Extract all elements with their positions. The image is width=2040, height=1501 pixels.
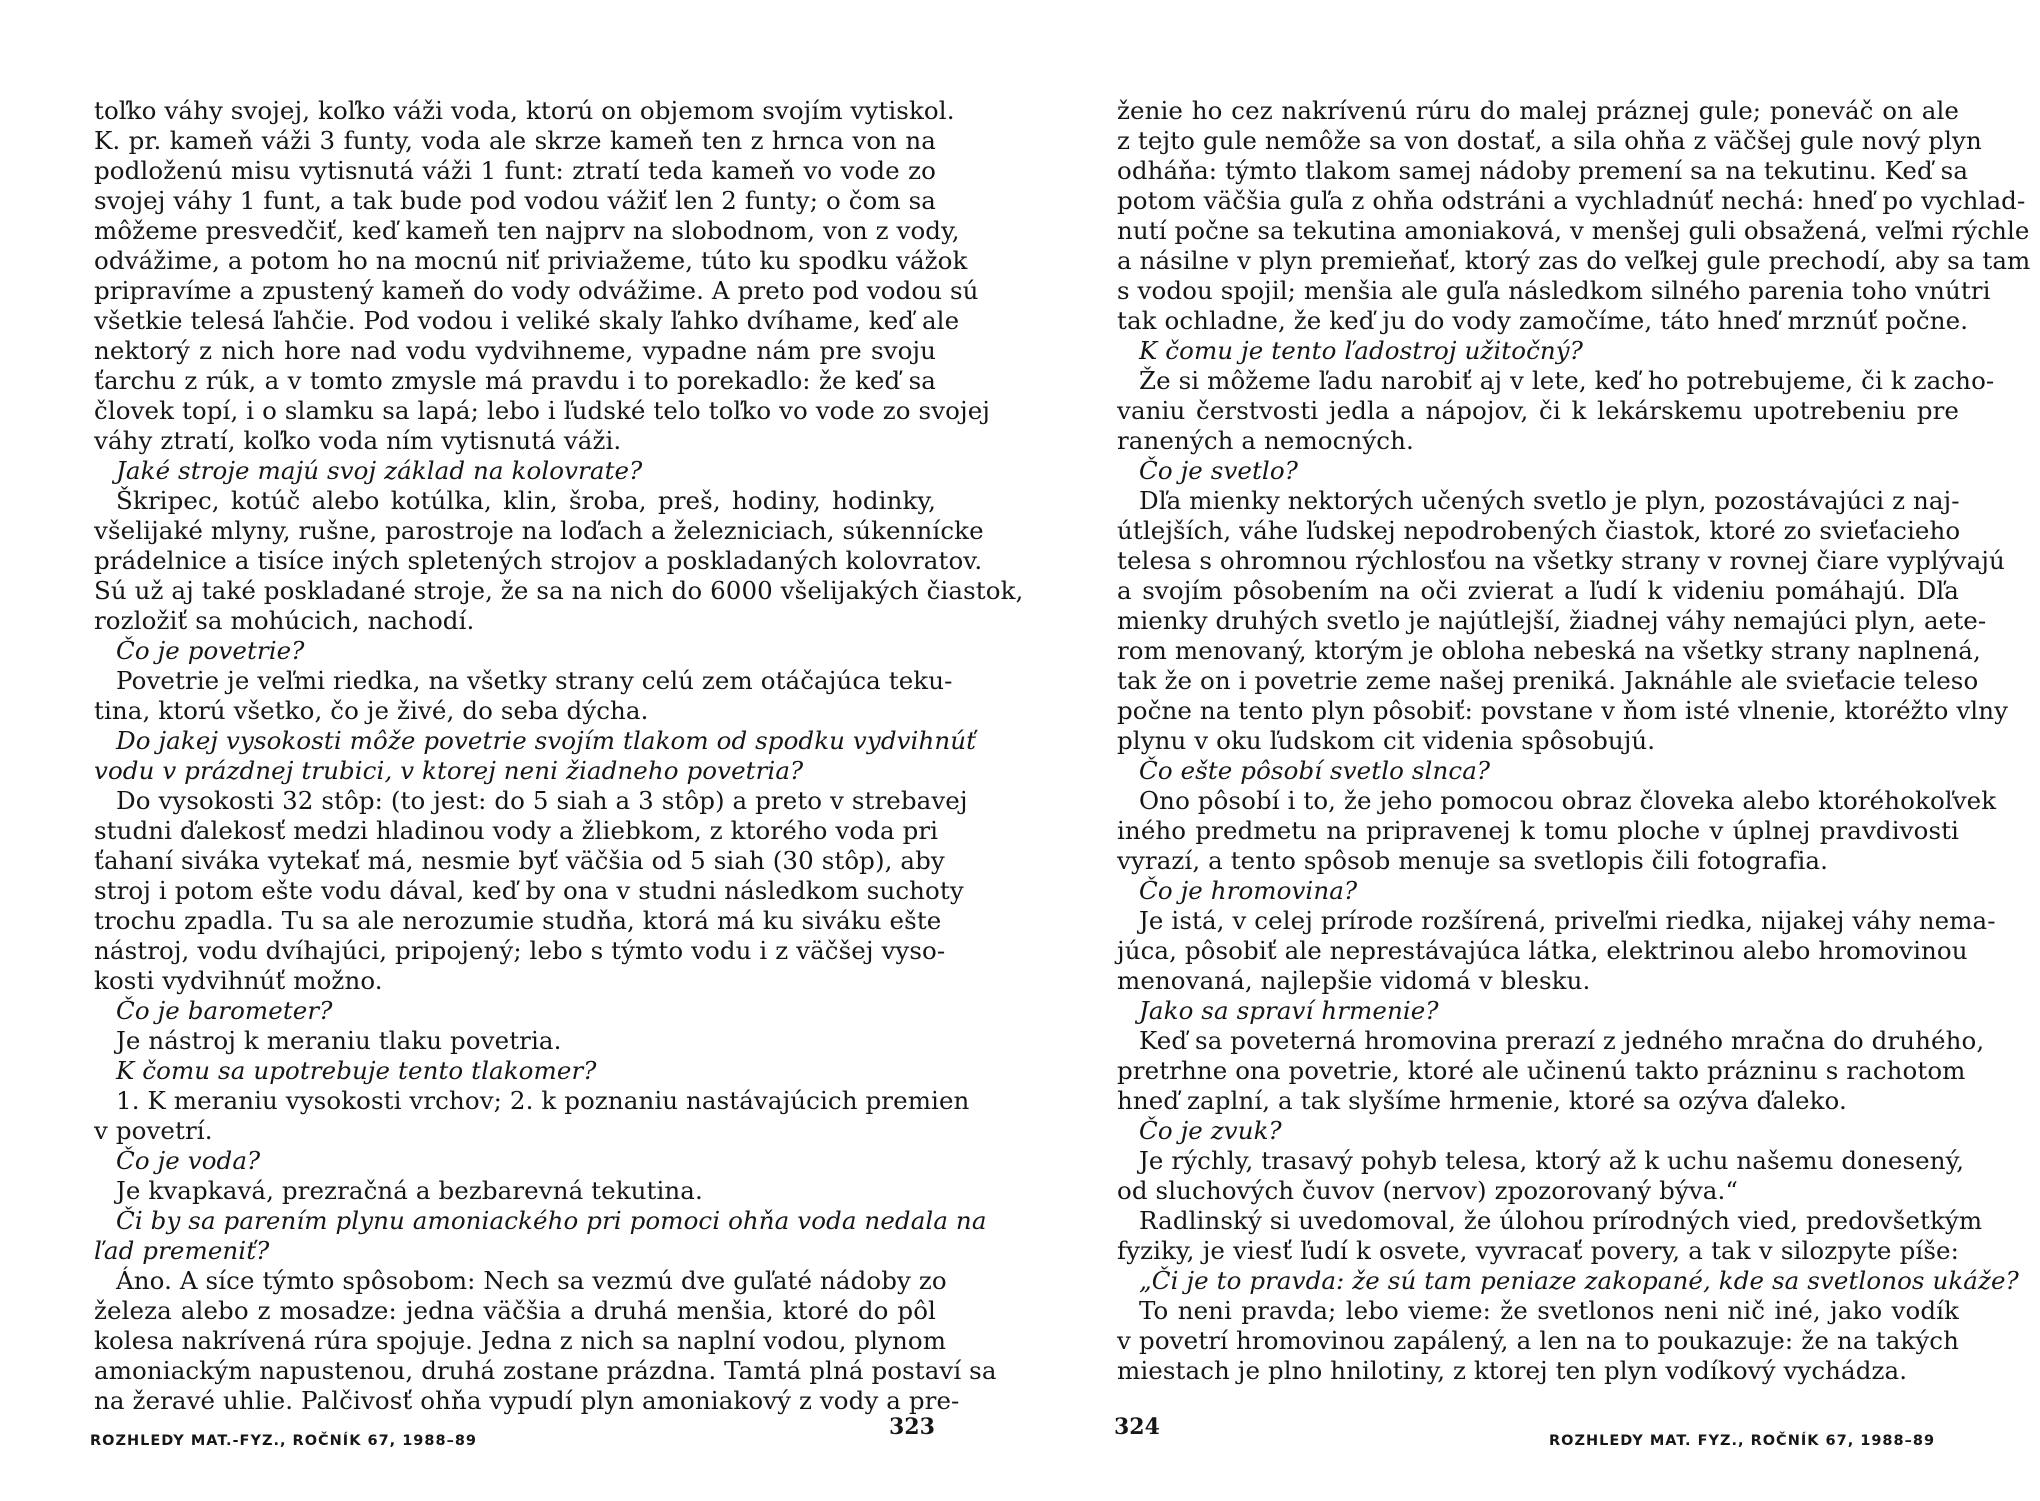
text-line: amoniackým napustenou, druhá zostane prázdna. Tamtá plná postaví sa bbox=[94, 1356, 997, 1385]
left-page-text bbox=[94, 96, 1024, 1416]
question-line: Čo je voda? bbox=[116, 1146, 261, 1175]
question-line: Či by sa parením plynu amoniackého pri pomoci ohňa voda nedala na bbox=[116, 1206, 987, 1235]
text-line: Škripec, kotúč alebo kotúlka, klin, šroba, preš, hodiny, hodinky, bbox=[116, 486, 936, 515]
text-line: môžeme presvedčiť, keď kameň ten najprv na slobodnom, von z vody, bbox=[94, 216, 960, 245]
text-line: kolesa nakrívená rúra spojuje. Jedna z nich sa naplní vodou, plynom bbox=[94, 1326, 947, 1355]
question-line: Čo je barometer? bbox=[116, 996, 333, 1025]
text-line: ženie ho cez nakrívenú rúru do malej práznej gule; poneváč on ale bbox=[1117, 96, 1959, 125]
text-line: a násilne v plyn premieňať, ktorý zas do veľkej gule prechodí, aby sa tam bbox=[1117, 246, 2031, 275]
text-line: trochu zpadla. Tu sa ale nerozumie studňa, ktorá má ku siváku ešte bbox=[94, 906, 942, 935]
text-line: Dľa mienky nektorých učených svetlo je plyn, pozostávajúci z naj- bbox=[1139, 486, 1960, 515]
text-line: z tejto gule nemôže sa von dostať, a sila ohňa z väčšej gule nový plyn bbox=[1117, 126, 1982, 155]
text-line: miestach je plno hnilotiny, z ktorej ten plyn vodíkový vychádza. bbox=[1117, 1356, 1908, 1385]
text-line: Do vysokosti 32 stôp: (to jest: do 5 siah a 3 stôp) a preto v strebavej bbox=[116, 786, 968, 815]
text-line: pretrhne ona povetrie, ktoré ale učinenú takto prázninu s rachotom bbox=[1117, 1056, 1966, 1085]
text-line: júca, pôsobiť ale neprestávajúca látka, elektrinou alebo hromovinou bbox=[1117, 936, 1968, 965]
text-line: menovaná, najlepšie vidomá v blesku. bbox=[1117, 966, 1591, 995]
text-line: tina, ktorú všetko, čo je živé, do seba dýcha. bbox=[94, 696, 649, 725]
text-line: v povetrí. bbox=[94, 1116, 213, 1145]
text-line: nástroj, vodu dvíhajúci, pripojený; lebo s týmto vodu i z väčšej vyso- bbox=[94, 936, 946, 965]
text-line: vaniu čerstvosti jedla a nápojov, či k lekárskemu upotrebeniu pre bbox=[1117, 396, 1959, 425]
text-line: v povetrí hromovinou zapálený, a len na to poukazuje: že na takých bbox=[1117, 1326, 1959, 1355]
text-line: útlejších, váhe ľudskej nepodrobených čiastok, ktoré zo svieťacieho bbox=[1117, 516, 1961, 545]
text-line: podloženú misu vytisnutá váži 1 funt: ztratí teda kameň vo vode zo bbox=[94, 156, 936, 185]
text-line: odvážime, a potom ho na mocnú niť priviažeme, túto ku spodku vážok bbox=[94, 246, 968, 275]
text-line: fyziky, je viesť ľudí k osvete, vyvracať povery, a tak v silozpyte píše: bbox=[1117, 1236, 1959, 1265]
text-line: Že si môžeme ľadu narobiť aj v lete, keď ho potrebujeme, či k zacho- bbox=[1139, 366, 1995, 395]
question-line: Do jakej vysokosti môže povetrie svojím tlakom od spodku vydvihnúť bbox=[116, 726, 977, 755]
text-line: telesa s ohromnou rýchlosťou na všetky strany v rovnej čiare vyplývajú bbox=[1117, 546, 2005, 575]
text-line: toľko váhy svojej, koľko váži voda, ktorú on objemom svojím vytiskol. bbox=[94, 96, 955, 125]
text-line: studni ďalekosť medzi hladinou vody a žliebkom, z ktorého voda pri bbox=[94, 816, 939, 845]
text-line: ťarchu z rúk, a v tomto zmysle má pravdu i to porekadlo: že keď sa bbox=[94, 366, 936, 395]
text-line: Je nástroj k meraniu tlaku povetria. bbox=[116, 1026, 562, 1055]
text-line: Je rýchly, trasavý pohyb telesa, ktorý až k uchu našemu donesený, bbox=[1139, 1146, 1965, 1175]
text-line: iného predmetu na pripravenej k tomu ploche v úplnej pravdivosti bbox=[1117, 816, 1959, 845]
text-line: K. pr. kameň váži 3 funty, voda ale skrze kameň ten z hrnca von na bbox=[94, 126, 936, 155]
question-line: ľad premeniť? bbox=[94, 1236, 270, 1265]
text-line: pripravíme a zpustený kameň do vody odvážime. A preto pod vodou sú bbox=[94, 276, 979, 305]
text-line: Povetrie je veľmi riedka, na všetky strany celú zem otáčajúca teku- bbox=[116, 666, 953, 695]
text-line: Áno. A síce týmto spôsobom: Nech sa vezmú dve guľaté nádoby zo bbox=[116, 1266, 947, 1295]
text-line: a svojím pôsobením na oči zvierat a ľudí k videniu pomáhajú. Dľa bbox=[1117, 576, 1959, 605]
text-line: nektorý z nich hore nad vodu vydvihneme, vypadne nám pre svoju bbox=[94, 336, 936, 365]
question-line: K čomu je tento ľadostroj užitočný? bbox=[1139, 336, 1583, 365]
page-number: 324 bbox=[1114, 1414, 1160, 1440]
question-line: Čo je hromovina? bbox=[1139, 876, 1358, 905]
question-line: Jaké stroje majú svoj základ na kolovrate? bbox=[116, 456, 643, 485]
text-line: tak že on i povetrie zeme našej preniká. Jaknáhle ale svieťacie teleso bbox=[1117, 666, 1979, 695]
running-head: ROZHLEDY MAT. FYZ., ROČNÍK 67, 1988–89 bbox=[1549, 1433, 1936, 1449]
question-line: „Či je to pravda: že sú tam peniaze zakopané, kde sa svetlonos ukáže? bbox=[1139, 1266, 2019, 1295]
right-page bbox=[1114, 96, 2031, 1476]
text-line: stroj i potom ešte vodu dával, keď by ona v studni následkom suchoty bbox=[94, 876, 964, 905]
text-line: Ono pôsobí i to, že jeho pomocou obraz človeka alebo ktoréhokoľvek bbox=[1139, 786, 1997, 815]
question-line: K čomu sa upotrebuje tento tlakomer? bbox=[116, 1056, 597, 1085]
text-line: všelijaké mlyny, rušne, parostroje na loďach a železniciach, súkennícke bbox=[94, 516, 984, 545]
question-line: Čo je povetrie? bbox=[116, 636, 305, 665]
question-line: Čo ešte pôsobí svetlo slnca? bbox=[1139, 756, 1491, 785]
right-page-text bbox=[1117, 96, 2031, 1386]
text-line: Je kvapkavá, prezračná a bezbarevná tekutina. bbox=[116, 1176, 703, 1205]
left-page bbox=[90, 96, 1024, 1476]
text-line: svojej váhy 1 funt, a tak bude pod vodou vážiť len 2 funty; o čom sa bbox=[94, 186, 936, 215]
text-line: To neni pravda; lebo vieme: že svetlonos neni nič iné, jako vodík bbox=[1139, 1296, 1959, 1325]
text-line: Je istá, v celej prírode rozšírená, priveľmi riedka, nijakej váhy nema- bbox=[1139, 906, 1996, 935]
text-line: s vodou spojil; menšia ale guľa následkom silného parenia toho vnútri bbox=[1117, 276, 1991, 305]
question-line: vodu v prázdnej trubici, v ktorej neni žiadneho povetria? bbox=[94, 756, 804, 785]
text-line: hneď zaplní, a tak slyšíme hrmenie, ktoré sa ozýva ďaleko. bbox=[1117, 1086, 1847, 1115]
text-line: nutí počne sa tekutina amoniaková, v menšej guli obsažená, veľmi rýchle bbox=[1117, 216, 2030, 245]
text-line: plynu v oku ľudskom cit videnia spôsobujú. bbox=[1117, 726, 1656, 755]
page-number: 323 bbox=[889, 1414, 935, 1440]
text-line: váhy ztratí, koľko voda ním vytisnutá váži. bbox=[94, 426, 622, 455]
text-line: 1. K meraniu vysokosti vrchov; 2. k poznaniu nastávajúcich premien bbox=[116, 1086, 970, 1115]
question-line: Čo je zvuk? bbox=[1139, 1116, 1282, 1145]
text-line: ranených a nemocných. bbox=[1117, 426, 1414, 455]
text-line: od sluchových čuvov (nervov) zpozorovaný býva.“ bbox=[1117, 1176, 1738, 1205]
text-line: vyrazí, a tento spôsob menuje sa svetlopis čili fotografia. bbox=[1117, 846, 1829, 875]
question-line: Čo je svetlo? bbox=[1139, 456, 1298, 485]
text-line: Radlinský si uvedomoval, že úlohou prírodných vied, predovšetkým bbox=[1139, 1206, 1983, 1235]
text-line: železa alebo z mosadze: jedna väčšia a druhá menšia, ktoré do pôl bbox=[94, 1296, 936, 1325]
text-line: potom väčšia guľa z ohňa odstráni a vychladnúť nechá: hneď po vychlad- bbox=[1117, 186, 2026, 215]
text-line: počne na tento plyn pôsobiť: povstane v ňom isté vlnenie, ktoréžto vlny bbox=[1117, 696, 2009, 725]
running-head: ROZHLEDY MAT.-FYZ., ROČNÍK 67, 1988–89 bbox=[90, 1433, 478, 1449]
text-line: kosti vydvihnúť možno. bbox=[94, 966, 383, 995]
text-line: na žeravé uhlie. Palčivosť ohňa vypudí plyn amoniakový z vody a pre- bbox=[94, 1386, 960, 1415]
text-line: mienky druhých svetlo je najútlejší, žiadnej váhy nemajúci plyn, aete- bbox=[1117, 606, 1987, 635]
text-line: ťahaní siváka vytekať má, nesmie byť väčšia od 5 siah (30 stôp), aby bbox=[94, 846, 945, 875]
text-line: prádelnice a tisíce iných spletených strojov a poskladaných kolovratov. bbox=[94, 546, 983, 575]
text-line: tak ochladne, že keď ju do vody zamočíme, táto hneď mrznúť počne. bbox=[1117, 306, 1969, 335]
text-line: odháňa: týmto tlakom samej nádoby premení sa na tekutinu. Keď sa bbox=[1117, 156, 1969, 185]
text-line: človek topí, i o slamku sa lapá; lebo i ľudské telo toľko vo vode zo svojej bbox=[94, 396, 990, 425]
text-line: Keď sa poveterná hromovina prerazí z jedného mračna do druhého, bbox=[1139, 1026, 1985, 1055]
text-line: rozložiť sa mohúcich, nachodí. bbox=[94, 606, 475, 635]
question-line: Jako sa spraví hrmenie? bbox=[1139, 996, 1439, 1025]
text-line: Sú už aj také poskladané stroje, že sa na nich do 6000 všelijakých čiastok, bbox=[94, 576, 1024, 605]
text-line: rom menovaný, ktorým je obloha nebeská na všetky strany naplnená, bbox=[1117, 636, 1981, 665]
text-line: všetkie telesá ľahčie. Pod vodou i veliké skaly ľahko dvíhame, keď ale bbox=[94, 306, 960, 335]
